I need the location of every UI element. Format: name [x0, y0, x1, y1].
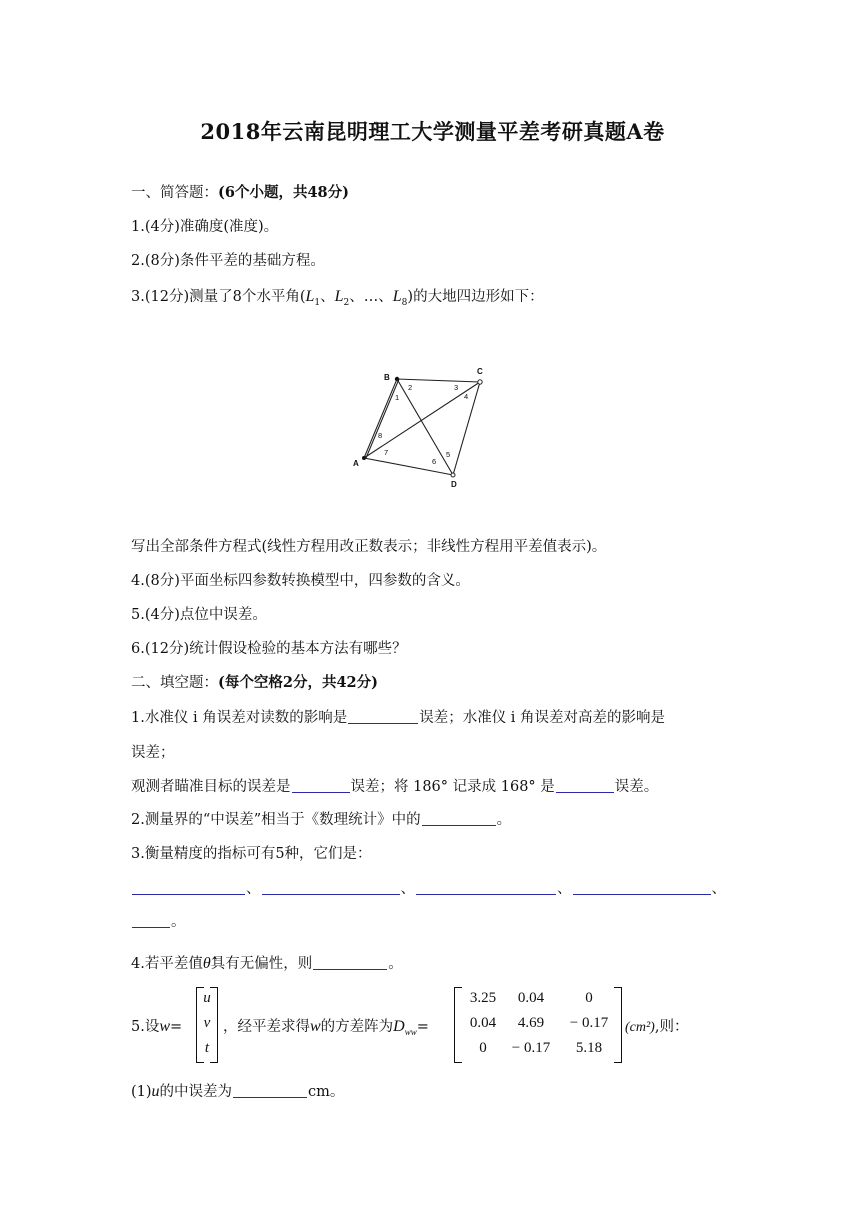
separator: 、: [711, 881, 726, 897]
fill-4: [131, 952, 403, 973]
separator: 、: [320, 289, 335, 305]
fill-1-text-d: 观测者瞄准目标的误差是: [131, 779, 291, 795]
matrix-cell: 4.69: [517, 1015, 545, 1031]
fill-5-sub-1-unit: cm。: [308, 1084, 345, 1100]
figure-lines: [364, 379, 480, 475]
matrix-cell: 0: [585, 990, 593, 1006]
fill-1-text-e: 误差；将 186° 记录成 168° 是: [350, 779, 555, 795]
section1-heading: [131, 181, 349, 202]
section1-heading-note: (6个小题，共48分): [218, 184, 349, 201]
diagonal-bd: [397, 379, 453, 475]
vector-t: t: [204, 1040, 210, 1056]
answer-blank[interactable]: [313, 955, 387, 971]
fill-5-sub-1-text: 的中误差为: [159, 1084, 233, 1100]
answer-blank[interactable]: [348, 709, 418, 725]
point-a-marker: [362, 456, 366, 460]
label-point-d: D: [451, 480, 457, 489]
fill-5-text-a: [131, 1015, 182, 1036]
var-w: w: [159, 1018, 171, 1035]
matrix-cell: 3.25: [469, 990, 497, 1006]
question-3-text: 3.(12分)测量了8个水平角(: [131, 289, 306, 305]
point-b-marker: [395, 377, 399, 381]
fill-1-text-a: 1.水准仪 i 角误差对读数的影响是: [131, 710, 348, 726]
section1-heading-label: 一、简答题：: [131, 185, 218, 201]
var-D: D: [393, 1018, 405, 1035]
var-L8-sub: 8: [401, 297, 408, 308]
theta-hat-symbol: θ̂: [202, 955, 211, 972]
fill-3-blanks: [131, 877, 726, 898]
separator: 、: [246, 881, 261, 897]
answer-blank[interactable]: [132, 880, 245, 896]
fill-4-text-c: 。: [388, 956, 403, 972]
unit-cm2: (cm²): [625, 1020, 655, 1035]
fill-5-text-b-label: ，经平差求得: [223, 1019, 310, 1035]
fill-5-text-d-label: ,则：: [654, 1019, 689, 1035]
fill-1-text-b: 误差；水准仪 i 角误差对高差的影响是: [419, 710, 666, 726]
fill-5-text-d: [625, 1015, 688, 1036]
edge-bc: [397, 379, 480, 382]
fill-5-text-b: [223, 1015, 429, 1037]
equals: =: [170, 1019, 183, 1035]
var-L8: L: [392, 288, 402, 305]
matrix-cell: − 0.17: [569, 1015, 609, 1031]
answer-blank[interactable]: [573, 880, 711, 896]
answer-blank[interactable]: [556, 778, 614, 794]
fill-1-line-3: [131, 775, 658, 796]
separator: 、: [400, 881, 415, 897]
fill-1-text-f: 误差。: [614, 779, 659, 795]
var-L1: L: [305, 288, 315, 305]
fill-1-line-2: 误差；: [131, 745, 175, 761]
answer-blank[interactable]: [292, 778, 350, 794]
section2-heading-label: 二、填空题：: [131, 675, 218, 691]
equals: =: [416, 1019, 429, 1035]
fill-5-sub-1: [131, 1080, 344, 1101]
matrix-cell: − 0.17: [511, 1040, 551, 1056]
fill-2-text-a: 2.测量界的“中误差”相当于《数理统计》中的: [131, 812, 421, 828]
angle-label-5: 5: [446, 450, 451, 459]
fill-5-sub-1-index: (1): [131, 1084, 152, 1100]
var-L2: L: [334, 288, 344, 305]
ellipsis: 、…、: [349, 289, 393, 305]
question-3-requirement: 写出全部条件方程式(线性方程用改正数表示；非线性方程用平差值表示)。: [131, 539, 607, 555]
angle-label-8: 8: [378, 431, 383, 440]
angle-label-7: 7: [384, 448, 389, 457]
answer-blank[interactable]: [132, 913, 170, 929]
edge-da: [364, 458, 453, 475]
vector-right-bracket: [210, 987, 218, 1063]
vector-u: u: [203, 990, 211, 1006]
fill-3-last: [131, 910, 186, 931]
point-d-marker: [451, 473, 455, 477]
question-1: 1.(4分)准确度(准度)。: [131, 219, 279, 235]
edge-ab: [364, 379, 400, 458]
label-point-a: A: [353, 459, 359, 468]
question-6: 6.(12分)统计假设检验的基本方法有哪些？: [131, 641, 407, 657]
label-point-b: B: [384, 373, 390, 382]
var-L1-sub: 1: [314, 297, 321, 308]
fill-3: 3.衡量精度的指标可有5种，它们是：: [131, 846, 372, 862]
matrix-cell: 0: [479, 1040, 487, 1056]
var-w: w: [310, 1018, 321, 1035]
angle-label-4: 4: [464, 392, 469, 401]
matrix-right-bracket: [614, 987, 622, 1063]
section2-heading: [131, 671, 378, 692]
geodetic-quadrilateral-figure: [350, 365, 500, 495]
fill-2: [131, 808, 511, 829]
question-4: 4.(8分)平面坐标四参数转换模型中，四参数的含义。: [131, 573, 470, 589]
fill-1-line-1: [131, 706, 665, 727]
answer-blank[interactable]: [233, 1083, 307, 1099]
answer-blank[interactable]: [416, 880, 556, 896]
var-L2-sub: 2: [343, 297, 350, 308]
angle-label-6: 6: [432, 457, 437, 466]
answer-blank[interactable]: [262, 880, 400, 896]
question-5: 5.(4分)点位中误差。: [131, 607, 267, 623]
vector-v: v: [203, 1015, 211, 1031]
separator: 、: [557, 881, 572, 897]
matrix-cell: 0.04: [517, 990, 545, 1006]
section2-heading-note: (每个空格2分，共42分): [218, 674, 378, 691]
fill-4-text-a: 4.若平差值: [131, 956, 203, 972]
matrix-cell: 0.04: [469, 1015, 497, 1031]
angle-label-2: 2: [408, 383, 413, 392]
var-D-sub: ww: [404, 1026, 417, 1037]
fill-2-text-b: 。: [496, 812, 512, 828]
period: 。: [171, 914, 186, 930]
question-3: [131, 285, 544, 308]
fill-5-prefix: 5.设: [131, 1019, 160, 1035]
point-c-marker: [478, 380, 482, 384]
answer-blank[interactable]: [422, 811, 496, 827]
matrix-cell: 5.18: [575, 1040, 603, 1056]
question-3-text-end: )的大地四边形如下：: [407, 289, 544, 305]
fill-5-text-c: 的方差阵为: [320, 1019, 394, 1035]
var-u: u: [151, 1083, 160, 1100]
label-point-c: C: [477, 367, 483, 376]
page-title: 2018年云南昆明理工大学测量平差考研真题A卷: [200, 119, 665, 144]
fill-4-text-b: 具有无偏性，则: [210, 956, 313, 972]
angle-label-1: 1: [395, 393, 400, 402]
question-2: 2.(8分)条件平差的基础方程。: [131, 253, 325, 269]
angle-label-3: 3: [454, 383, 459, 392]
